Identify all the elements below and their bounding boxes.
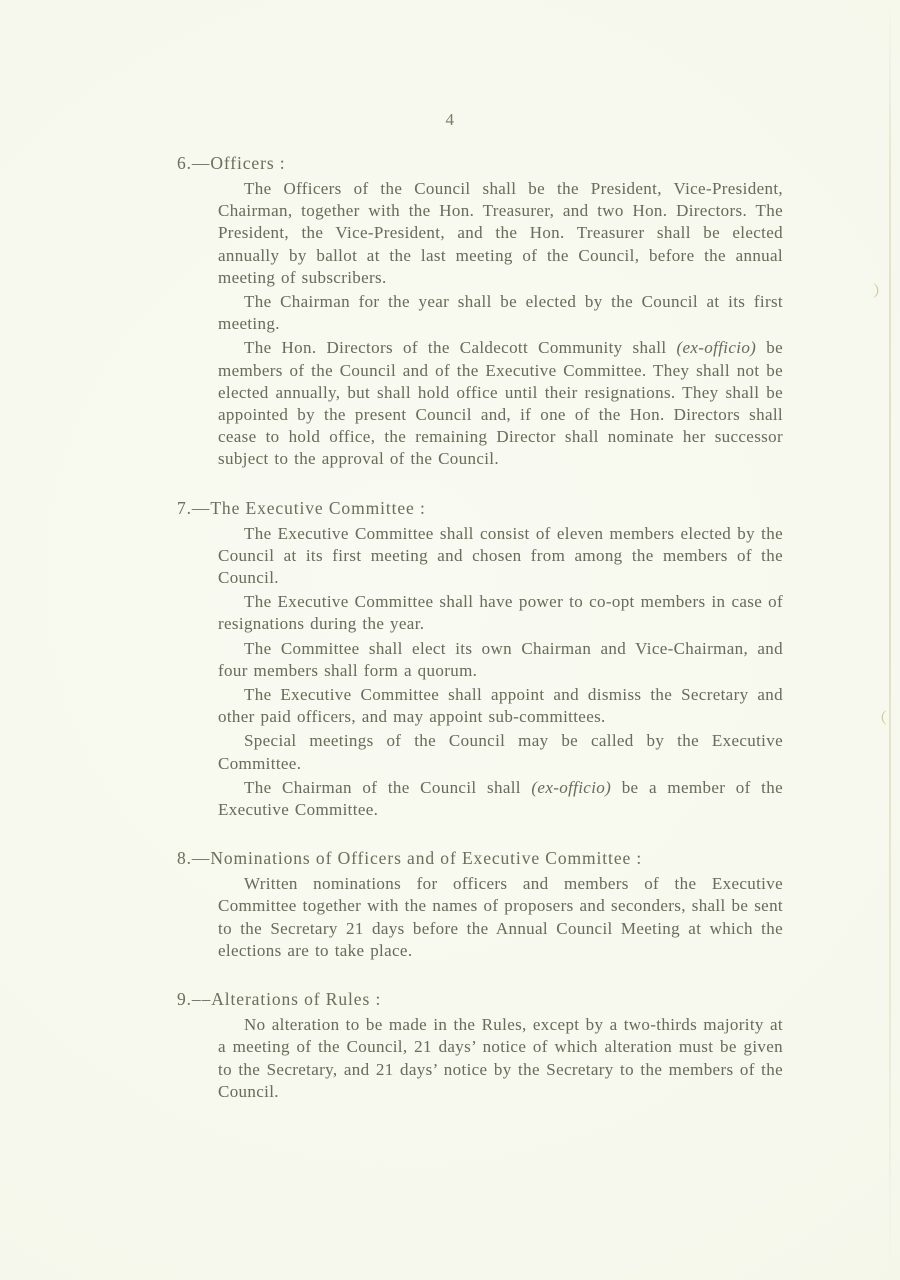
rule-paragraph [218,730,783,774]
text-run: Written nominations for officers and members of the Executive Committee together with the names of proposers and seconders, shall be sent to the Secretary 21 days before the Annual Council Meeting at which the elections are to take place. [218,874,783,960]
italic-term: (ex-officio) [531,777,612,797]
rule-section [177,988,783,1103]
rule-heading: 6.—Officers : [177,153,286,173]
rule-paragraph [218,291,783,335]
scan-edge-artifact-top: ） [872,284,888,300]
rule-paragraph [218,777,783,821]
rule-paragraph [218,178,783,289]
rule-paragraph [218,638,783,682]
text-run: The Officers of the Council shall be the President, Vice-President, Chairman, together with the Hon. Treasurer, and two Hon. Directors. The President, the Vice-President, and the Hon. Treasurer shall be elected annually by ballot at the last meeting of the Council, before the annual meeting of subscribers. [218,179,783,287]
scan-edge-artifact-bottom: （ [871,711,887,727]
rule-paragraph [218,591,783,635]
text-run: be members of the Council and of the Executive Committee. They shall not be elected annually, but shall hold office until their resignations. They shall be appointed by the present Council and, if one of the Hon. Directors shall cease to hold office, the remaining Director shall nominate her successor subject to the approval of the Council. [218,338,784,469]
rule-section [177,152,783,471]
text-run: The Hon. Directors of the Caldecott Community shall [244,338,677,358]
rule-paragraph [218,873,783,962]
rule-heading: 7.—The Executive Committee : [177,497,426,518]
text-run: No alteration to be made in the Rules, except by a two-thirds majority at a meeting of the Council, 21 days’ notice of which alteration must be given to the Secretary, and 21 days’ notice by the Secretary to the members of the Council. [218,1015,783,1101]
rule-heading: 8.—Nominations of Officers and of Executive Committee : [177,848,643,869]
italic-term: (ex-officio) [676,338,757,358]
rule-paragraph [218,523,783,590]
text-run: Special meetings of the Council may be called by the Executive Committee. [218,731,783,773]
rule-heading: 9.––Alterations of Rules : [177,989,382,1010]
text-run: The Chairman for the year shall be elected by the Council at its first meeting. [218,292,783,334]
text-run: The Executive Committee shall appoint and dismiss the Secretary and other paid officers, and may appoint sub-committees. [218,685,783,727]
page-number: 4 [445,110,455,129]
text-run: The Chairman of the Council shall [244,777,532,797]
rule-section [177,847,783,962]
rule-paragraph [218,1014,783,1103]
text-run: The Executive Committee shall have power to co-opt members in case of resignations during the year. [218,592,783,634]
rules-list [177,152,783,1103]
text-run: The Executive Committee shall consist of eleven members elected by the Council at its first meeting and chosen from among the members of the Council. [218,523,783,588]
text-run: be a member of the Executive Committee. [218,777,783,820]
rule-paragraph [218,337,783,470]
text-run: The Committee shall elect its own Chairman and Vice-Chairman, and four members shall form a quorum. [218,638,783,680]
rule-paragraph [218,684,783,728]
rule-section [177,497,783,822]
